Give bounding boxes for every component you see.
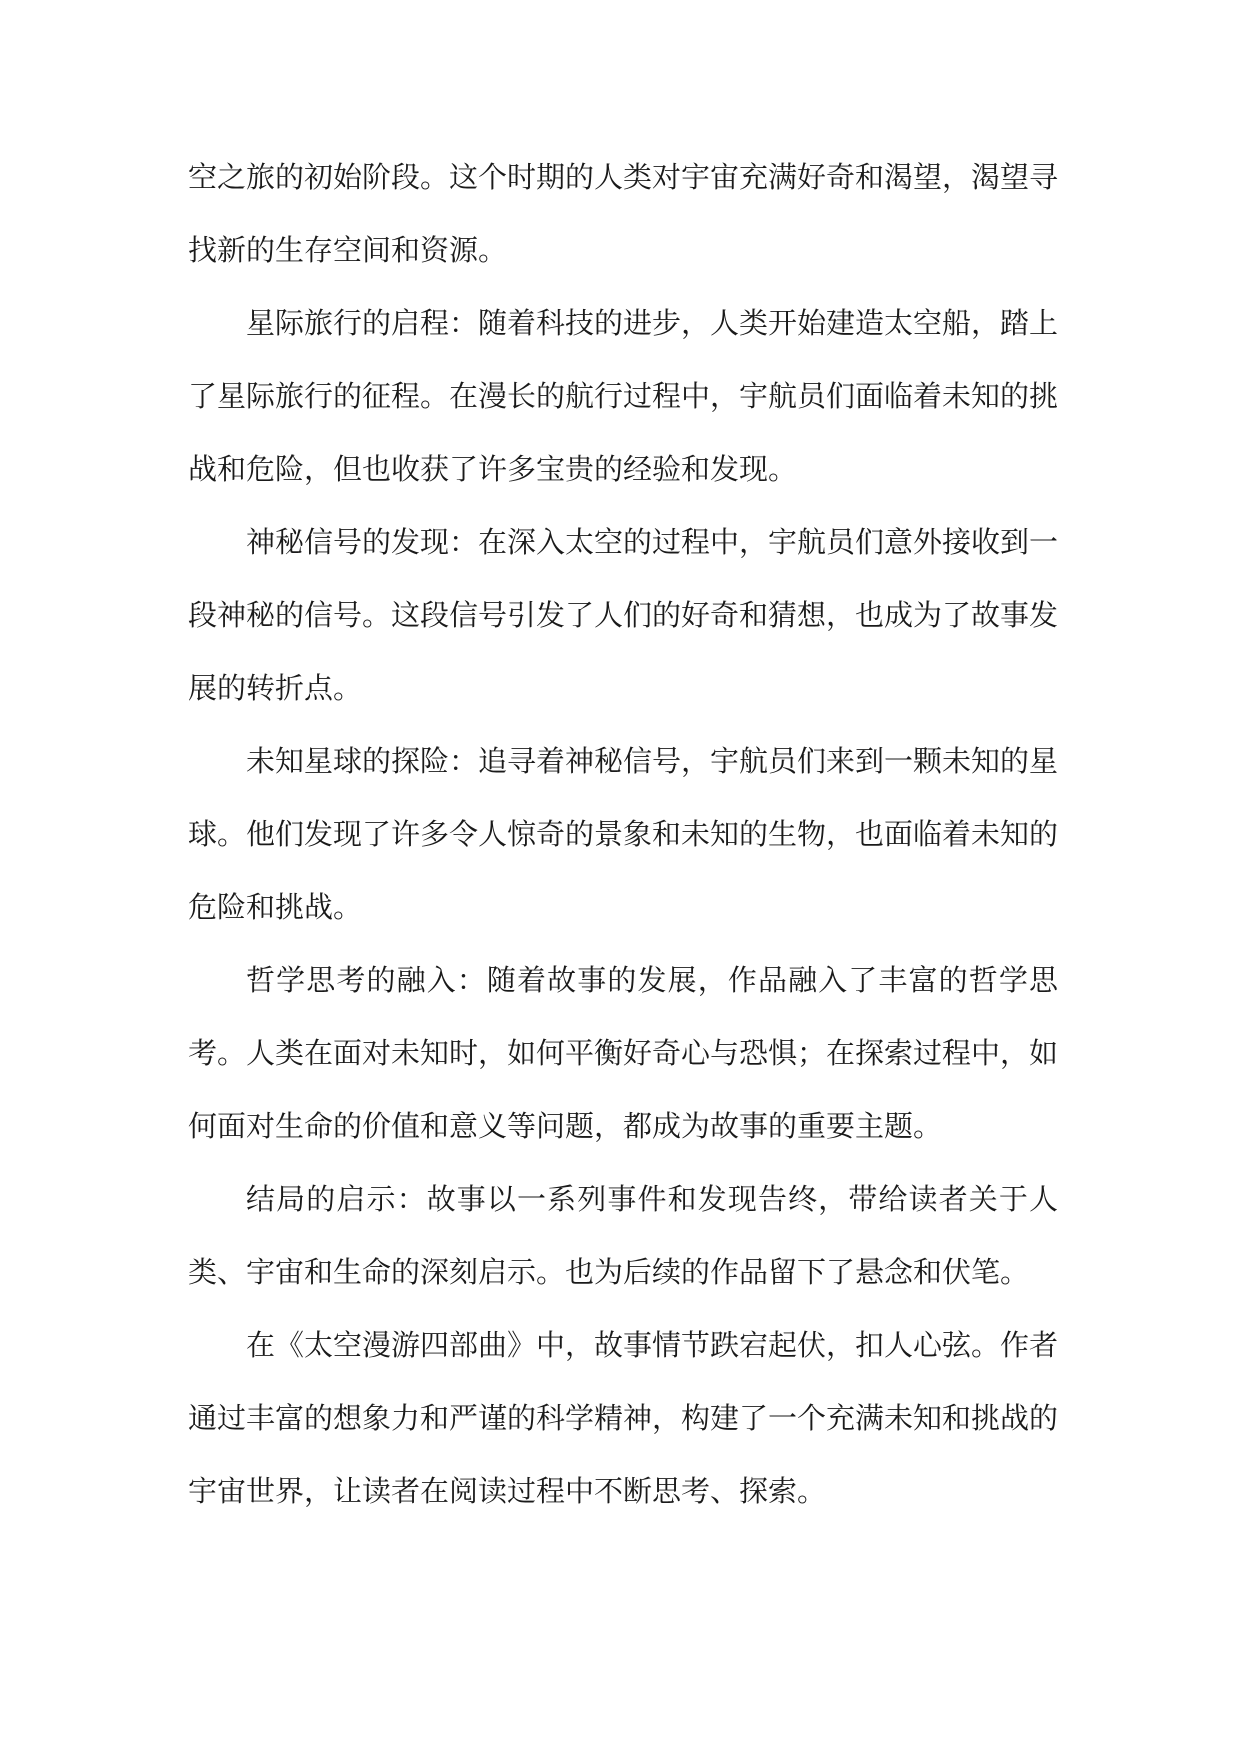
paragraph-summary: 在《太空漫游四部曲》中，故事情节跌宕起伏，扣人心弦。作者通过丰富的想象力和严谨的科学精神，构建了一个充满未知和挑战的宇宙世界，让读者在阅读过程中不断思考、探索。 bbox=[188, 1328, 1059, 1508]
paragraph-mysterious-signal: 神秘信号的发现：在深入太空的过程中，宇航员们意外接收到一段神秘的信号。这段信号引发了人们的好奇和猜想，也成为了故事发展的转折点。 bbox=[188, 525, 1059, 705]
paragraph-unknown-planet: 未知星球的探险：追寻着神秘信号，宇航员们来到一颗未知的星球。他们发现了许多令人惊奇的景象和未知的生物，也面临着未知的危险和挑战。 bbox=[188, 744, 1059, 924]
paragraph-continuation: 空之旅的初始阶段。这个时期的人类对宇宙充满好奇和渴望，渴望寻找新的生存空间和资源。 bbox=[188, 160, 1059, 267]
paragraph-interstellar-departure: 星际旅行的启程：随着科技的进步，人类开始建造太空船，踏上了星际旅行的征程。在漫长的航行过程中，宇航员们面临着未知的挑战和危险，但也收获了许多宝贵的经验和发现。 bbox=[188, 306, 1059, 486]
body-text bbox=[188, 141, 1058, 1528]
paragraph-ending: 结局的启示：故事以一系列事件和发现告终，带给读者关于人类、宇宙和生命的深刻启示。也为后续的作品留下了悬念和伏笔。 bbox=[188, 1182, 1058, 1289]
paragraph-philosophy: 哲学思考的融入：随着故事的发展，作品融入了丰富的哲学思考。人类在面对未知时，如何平衡好奇心与恐惧；在探索过程中，如何面对生命的价值和意义等问题，都成为故事的重要主题。 bbox=[188, 963, 1059, 1143]
